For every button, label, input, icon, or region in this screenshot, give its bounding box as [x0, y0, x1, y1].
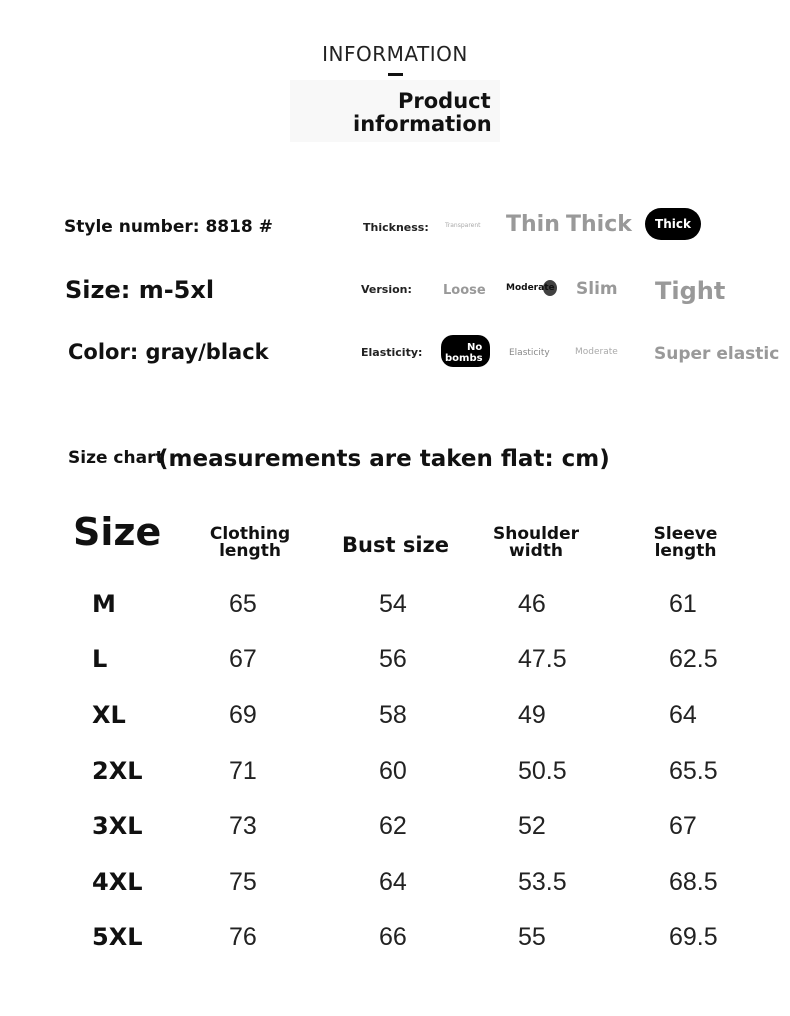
size-range: Size: m-5xl	[65, 276, 215, 304]
cell-bust: 60	[379, 757, 407, 785]
elasticity-selected-line2: bombs	[445, 353, 483, 364]
cell-size: 2XL	[92, 757, 143, 785]
col-header-clothing-length	[205, 526, 295, 560]
cell-clothing-length: 65	[229, 590, 257, 618]
cell-clothing-length: 71	[229, 757, 257, 785]
cell-sleeve: 61	[669, 590, 697, 618]
cell-shoulder: 52	[518, 812, 546, 840]
cell-clothing-length: 67	[229, 645, 257, 673]
col-header-sleeve	[638, 526, 733, 560]
cell-clothing-length: 76	[229, 923, 257, 951]
version-option-loose: Loose	[443, 283, 486, 298]
version-option-slim: Slim	[576, 279, 618, 299]
cell-size: XL	[92, 701, 126, 729]
thickness-option-thick: Thick	[566, 212, 632, 237]
size-chart-title: Size chart	[68, 448, 164, 468]
cell-shoulder: 49	[518, 701, 546, 729]
cell-size: 4XL	[92, 868, 143, 896]
cell-bust: 56	[379, 645, 407, 673]
col-header-clothing-length-line2: length	[219, 541, 281, 561]
elasticity-option-moderate: Moderate	[575, 347, 618, 357]
table-row	[0, 757, 790, 797]
cell-sleeve: 62.5	[669, 645, 718, 673]
style-number: Style number: 8818 #	[64, 217, 273, 237]
cell-bust: 62	[379, 812, 407, 840]
table-row	[0, 701, 790, 741]
cell-size: 3XL	[92, 812, 143, 840]
col-header-shoulder-line1: Shoulder	[492, 524, 580, 544]
col-header-clothing-length-line1: Clothing	[209, 524, 291, 544]
table-row	[0, 868, 790, 908]
title-divider	[388, 73, 403, 76]
col-header-shoulder	[486, 526, 586, 560]
elasticity-selected-badge	[441, 335, 490, 367]
section-heading-line1: Product	[398, 89, 491, 113]
cell-shoulder: 46	[518, 590, 546, 618]
cell-size: M	[92, 590, 116, 618]
col-header-sleeve-line2: length	[654, 541, 717, 561]
color-options: Color: gray/black	[68, 340, 269, 364]
cell-bust: 64	[379, 868, 407, 896]
elasticity-label: Elasticity:	[361, 346, 423, 359]
cell-size: L	[92, 645, 108, 673]
cell-bust: 58	[379, 701, 407, 729]
elasticity-option-super-elastic: Super elastic	[654, 344, 780, 364]
cell-bust: 54	[379, 590, 407, 618]
cell-shoulder: 50.5	[518, 757, 567, 785]
section-heading-line2: information	[353, 112, 492, 136]
table-row	[0, 645, 790, 685]
cell-shoulder: 47.5	[518, 645, 567, 673]
thickness-option-transparent: Transparent	[445, 222, 481, 229]
cell-clothing-length: 73	[229, 812, 257, 840]
page-title: INFORMATION	[322, 42, 468, 66]
cell-sleeve: 69.5	[669, 923, 718, 951]
col-header-sleeve-line1: Sleeve	[653, 524, 718, 544]
version-option-tight: Tight	[655, 277, 726, 305]
table-row	[0, 590, 790, 630]
cell-sleeve: 67	[669, 812, 697, 840]
cell-sleeve: 68.5	[669, 868, 718, 896]
col-header-size: Size	[73, 510, 162, 554]
cell-sleeve: 64	[669, 701, 697, 729]
cell-size: 5XL	[92, 923, 143, 951]
version-selected-moderate: Moderate	[506, 283, 555, 293]
table-row	[0, 812, 790, 852]
cell-clothing-length: 75	[229, 868, 257, 896]
table-row	[0, 923, 790, 963]
cell-shoulder: 53.5	[518, 868, 567, 896]
cell-shoulder: 55	[518, 923, 546, 951]
col-header-bust: Bust size	[342, 533, 449, 557]
thickness-label: Thickness:	[363, 221, 429, 234]
cell-clothing-length: 69	[229, 701, 257, 729]
size-chart-note: (measurements are taken flat: cm)	[158, 446, 610, 472]
thickness-option-thin: Thin	[506, 212, 560, 237]
elasticity-option-elasticity: Elasticity	[509, 348, 550, 358]
cell-sleeve: 65.5	[669, 757, 718, 785]
col-header-shoulder-line2: width	[509, 541, 563, 561]
thickness-selected-badge: Thick	[645, 208, 701, 240]
cell-bust: 66	[379, 923, 407, 951]
version-label: Version:	[361, 283, 412, 296]
elasticity-selected-line1: No	[467, 342, 483, 353]
